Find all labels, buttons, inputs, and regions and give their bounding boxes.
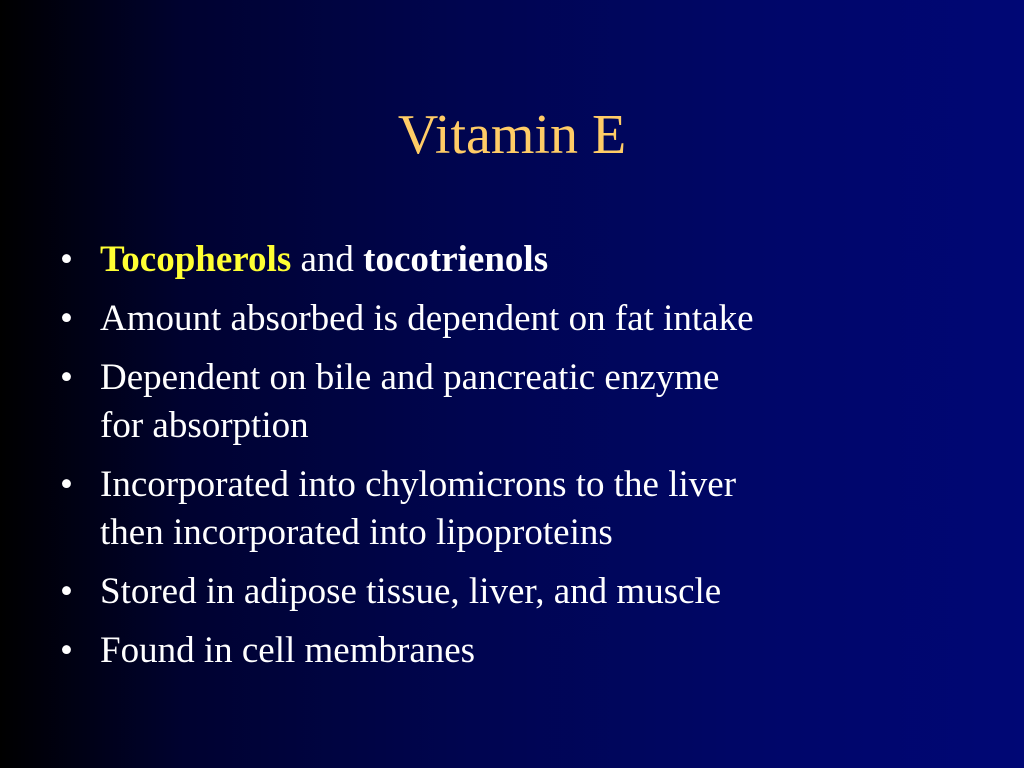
bullet-icon: • [60, 571, 73, 612]
bullet-text-line-1: Incorporated into chylomicrons to the liver [100, 464, 737, 505]
conjunction-text: and [291, 239, 364, 280]
bullet-item-storage [60, 568, 960, 616]
bullet-text: Amount absorbed is dependent on fat intake [100, 298, 754, 339]
bullet-icon: • [60, 630, 73, 671]
bullet-item-absorption-fat [60, 295, 960, 343]
bullet-text-line-2: for absorption [100, 405, 309, 446]
slide-title: Vitamin E [397, 104, 627, 166]
bullet-item-bile-enzyme [60, 354, 960, 450]
bullet-icon: • [60, 464, 73, 505]
bullet-icon: • [60, 239, 73, 280]
term-tocotrienols: tocotrienols [363, 239, 549, 280]
bullet-icon: • [60, 298, 73, 339]
bullet-text: Stored in adipose tissue, liver, and muscle [100, 571, 722, 612]
bullet-list [60, 236, 960, 686]
bullet-text-line-2: then incorporated into lipoproteins [100, 512, 613, 553]
bullet-text: Found in cell membranes [100, 630, 476, 671]
bullet-icon: • [60, 357, 73, 398]
bullet-item-membranes [60, 627, 960, 675]
bullet-item-chylomicrons [60, 461, 960, 557]
bullet-item-tocopherols [60, 236, 960, 284]
bullet-text-line-1: Dependent on bile and pancreatic enzyme [100, 357, 720, 398]
term-tocopherols: Tocopherols [100, 239, 292, 280]
